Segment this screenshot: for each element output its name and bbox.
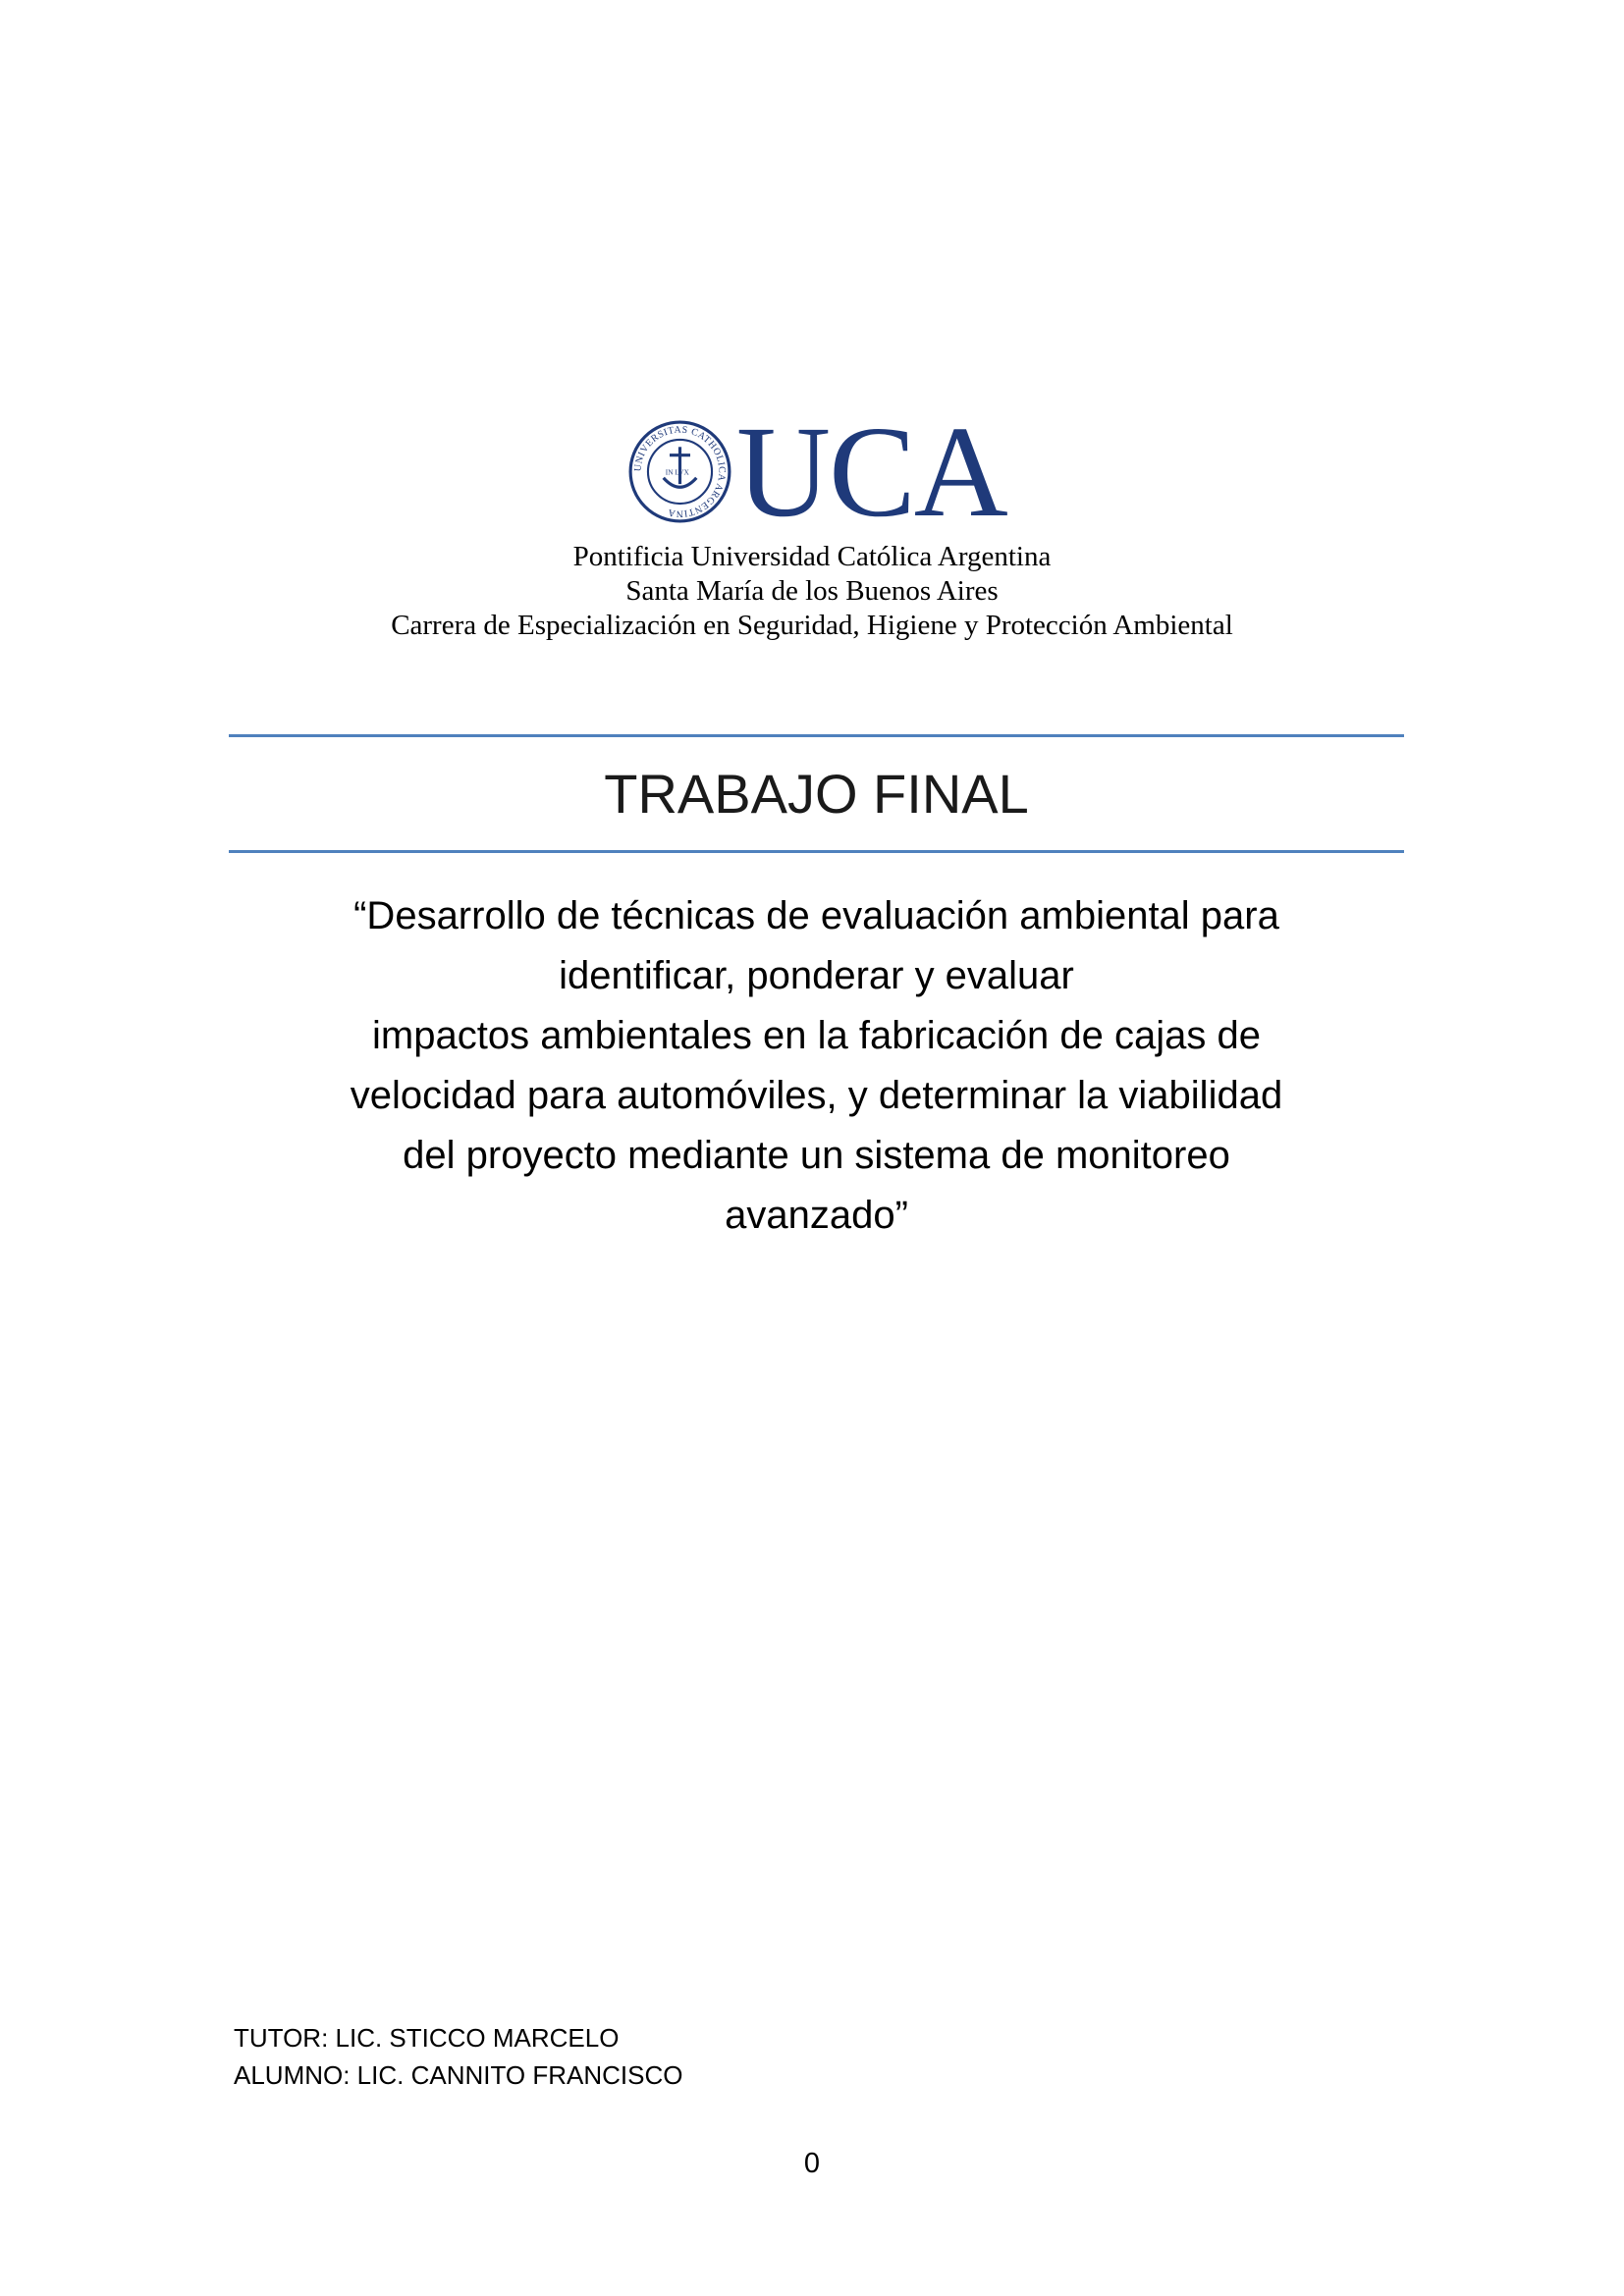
logo-wordmark: UCA (736, 399, 1006, 544)
document-heading: TRABAJO FINAL (604, 763, 1029, 825)
university-logo (628, 399, 1011, 544)
student-credit: ALUMNO: LIC. CANNITO FRANCISCO (234, 2060, 683, 2090)
heading-rule-top (229, 734, 1404, 737)
heading-rule-bottom (229, 850, 1404, 853)
institution-location: Santa María de los Buenos Aires (625, 575, 999, 607)
seal-text: UNIVERSITAS CATHOLICA ARGENTINA (632, 424, 728, 519)
subtitle-line: identificar, ponderar y evaluar (559, 954, 1074, 997)
institution-block (0, 540, 1624, 643)
institution-name: Pontificia Universidad Católica Argentina (572, 541, 1052, 572)
page-number: 0 (803, 2148, 821, 2179)
subtitle-line: velocidad para automóviles, y determinar la viabilidad (350, 1074, 1283, 1117)
program-name: Carrera de Especialización en Seguridad, Higiene y Protección Ambiental (391, 610, 1233, 641)
subtitle-line: avanzado” (725, 1194, 908, 1237)
document-subtitle (229, 886, 1404, 1246)
tutor-credit: TUTOR: LIC. STICCO MARCELO (234, 2023, 620, 2053)
subtitle-line: impactos ambientales en la fabricación de cajas de (372, 1014, 1261, 1057)
subtitle-line: “Desarrollo de técnicas de evaluación ambiental para (353, 894, 1279, 937)
university-seal-icon (628, 420, 731, 523)
seal-inner-text: IN LVX (665, 467, 689, 477)
credits-block (234, 2019, 682, 2094)
subtitle-line: del proyecto mediante un sistema de monitoreo (403, 1134, 1230, 1177)
